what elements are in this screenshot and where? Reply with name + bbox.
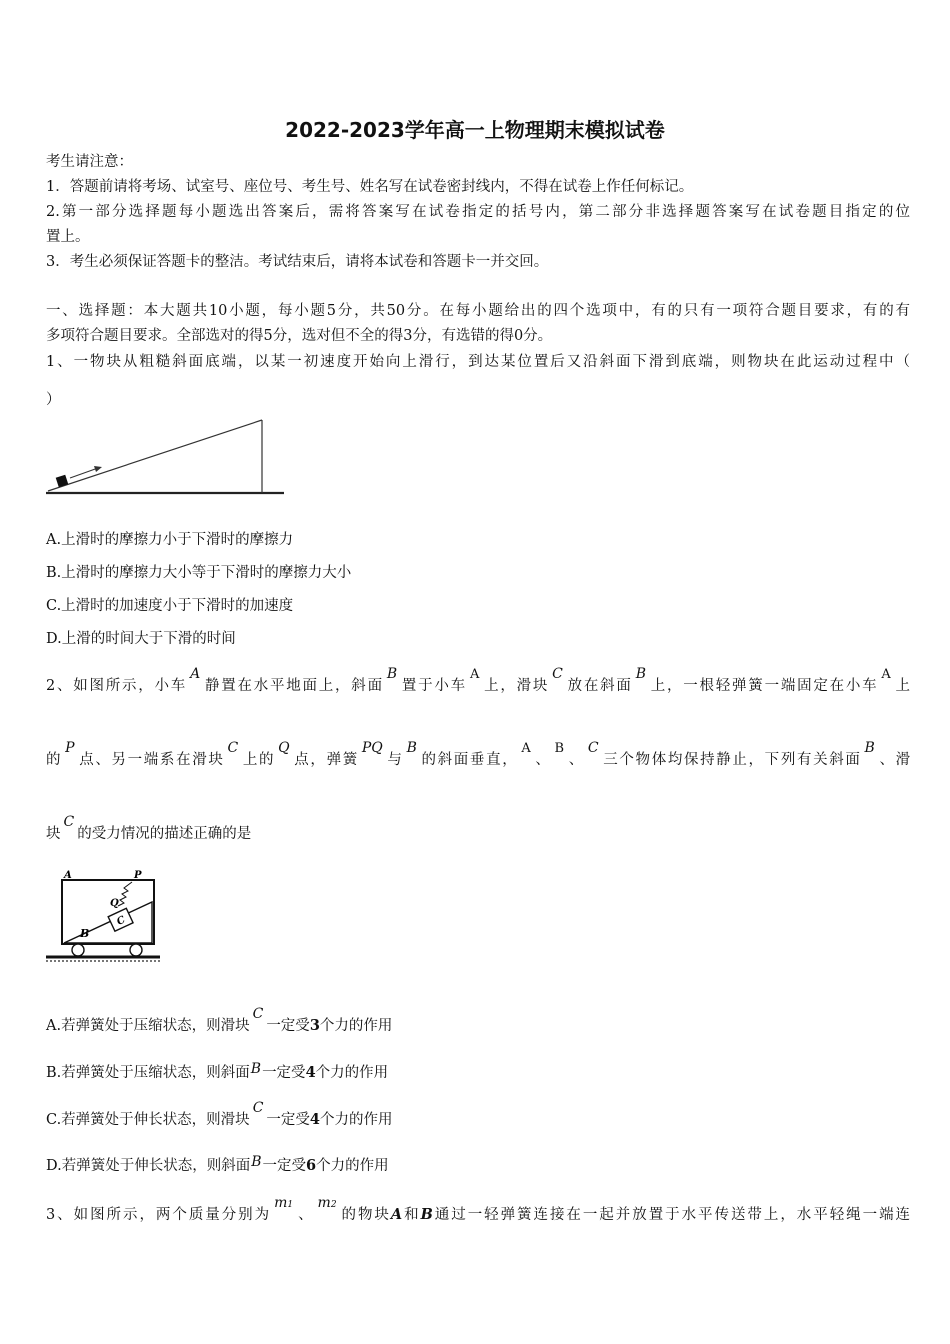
section-instructions-cont: 多项符合题目要求。全部选对的得5分，选对但不全的得3分，有选错的得0分。 bbox=[46, 328, 553, 344]
q2-option-a: A.若弹簧处于压缩状态，则滑块C一定受3个力的作用 bbox=[46, 1006, 393, 1034]
fig-label-q: Q bbox=[110, 898, 119, 909]
fig-label-c: C bbox=[115, 914, 128, 928]
q1-option-d: D.上滑的时间大于下滑的时间 bbox=[46, 631, 236, 647]
q1-option-a: A.上滑时的摩擦力小于下滑时的摩擦力 bbox=[46, 532, 294, 548]
q1-stem-end: ） bbox=[46, 392, 61, 408]
notice-1: 1．答题前请将考场、试室号、座位号、考生号、姓名写在试卷密封线内，不得在试卷上作任何标记。 bbox=[46, 179, 694, 195]
q2-option-c: C.若弹簧处于伸长状态，则滑块C一定受4个力的作用 bbox=[46, 1100, 393, 1128]
page-title: 2022-2023学年高一上物理期末模拟试卷 bbox=[285, 118, 665, 142]
q3-stem: 3、如图所示，两个质量分别为m1、m2的物块A和B通过一轻弹簧连接在一起并放置于水平传送带上，水平轻绳一端连 bbox=[46, 1195, 911, 1223]
notice-2: 2.第一部分选择题每小题选出答案后，需将答案写在试卷指定的括号内，第二部分非选择题答案写在试卷题目指定的位 bbox=[46, 204, 910, 220]
q2-stem-line-1: 2、如图所示，小车A静置在水平地面上，斜面B置于小车A上，滑块C放在斜面B上，一根轻弹簧一端固定在小车A上 bbox=[46, 666, 911, 694]
incline-figure bbox=[44, 416, 288, 500]
notice-2-cont: 置上。 bbox=[46, 229, 90, 245]
section-instructions: 一、选择题：本大题共10小题，每小题5分，共50分。在每小题给出的四个选项中，有的只有一项符合题目要求，有的有 bbox=[46, 303, 910, 319]
cart-incline-figure bbox=[44, 866, 166, 968]
q1-option-b: B.上滑时的摩擦力大小等于下滑时的摩擦力大小 bbox=[46, 565, 352, 581]
q2-stem-line-2: 的P点、另一端系在滑块C上的Q点，弹簧PQ与B的斜面垂直，A、B、C三个物体均保持静止，下列有关斜面B、滑 bbox=[46, 740, 911, 768]
q2-option-b: B.若弹簧处于压缩状态，则斜面B一定受4个力的作用 bbox=[46, 1061, 389, 1081]
notice-heading: 考生请注意： bbox=[46, 154, 133, 170]
fig-label-a: A bbox=[64, 870, 72, 881]
fig-label-p: P bbox=[134, 870, 142, 881]
q2-option-d: D.若弹簧处于伸长状态，则斜面B一定受6个力的作用 bbox=[46, 1154, 389, 1174]
fig-label-b: B bbox=[80, 927, 90, 940]
q1-option-c: C.上滑时的加速度小于下滑时的加速度 bbox=[46, 598, 294, 614]
q1-stem: 1、一物块从粗糙斜面底端，以某一初速度开始向上滑行，到达某位置后又沿斜面下滑到底端，则物块在此运动过程中（ bbox=[46, 354, 910, 370]
notice-3: 3．考生必须保证答题卡的整洁。考试结束后，请将本试卷和答题卡一并交回。 bbox=[46, 254, 549, 270]
q2-stem-line-3: 块C的受力情况的描述正确的是 bbox=[46, 814, 252, 842]
